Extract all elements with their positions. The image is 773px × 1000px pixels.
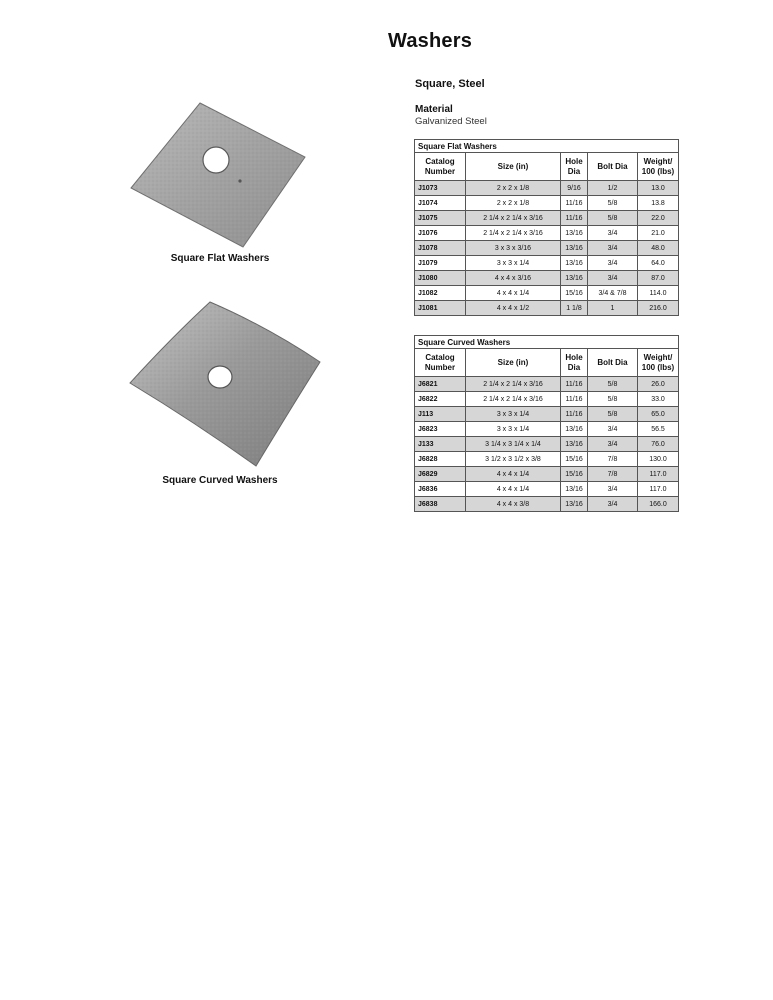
catalog-number-header: Catalog Number (415, 153, 466, 181)
table-row: J1080 4 x 4 x 3/16 13/16 3/4 87.0 (415, 271, 679, 286)
table-row: J1073 2 x 2 x 1/8 9/16 1/2 13.0 (415, 181, 679, 196)
table-row: J133 3 1/4 x 3 1/4 x 1/4 13/16 3/4 76.0 (415, 437, 679, 452)
table-row: J6829 4 x 4 x 1/4 15/16 7/8 117.0 (415, 467, 679, 482)
table-row: J6836 4 x 4 x 1/4 13/16 3/4 117.0 (415, 482, 679, 497)
table-row: J1081 4 x 4 x 1/2 1 1/8 1 216.0 (415, 301, 679, 316)
curved-washer-caption: Square Curved Washers (162, 475, 278, 486)
table-row: J6823 3 x 3 x 1/4 13/16 3/4 56.5 (415, 422, 679, 437)
hole-dia-header: Hole Dia (561, 153, 588, 181)
table-row: J1075 2 1/4 x 2 1/4 x 3/16 11/16 5/8 22.0 (415, 211, 679, 226)
hole-dia-header: Hole Dia (561, 349, 588, 377)
catalog-number-header: Catalog Number (415, 349, 466, 377)
flat-washer-caption: Square Flat Washers (170, 253, 270, 264)
table-row: J1079 3 x 3 x 1/4 13/16 3/4 64.0 (415, 256, 679, 271)
table-title: Square Flat Washers (415, 140, 679, 153)
table-row: J113 3 x 3 x 1/4 11/16 5/8 65.0 (415, 407, 679, 422)
page-title: Washers (388, 30, 473, 52)
table-row: J6821 2 1/4 x 2 1/4 x 3/16 11/16 5/8 26.0 (415, 377, 679, 392)
size-header: Size (in) (466, 153, 561, 181)
bolt-dia-header: Bolt Dia (588, 349, 638, 377)
material-value: Galvanized Steel (415, 116, 487, 127)
table-row: J1082 4 x 4 x 1/4 15/16 3/4 & 7/8 114.0 (415, 286, 679, 301)
table-row: J6838 4 x 4 x 3/8 13/16 3/4 166.0 (415, 497, 679, 512)
bolt-dia-header: Bolt Dia (588, 153, 638, 181)
curved-washers-table (414, 335, 679, 512)
table-row: J1074 2 x 2 x 1/8 11/16 5/8 13.8 (415, 196, 679, 211)
product-subtitle: Square, Steel (415, 78, 485, 90)
table-row: J6822 2 1/4 x 2 1/4 x 3/16 11/16 5/8 33.0 (415, 392, 679, 407)
table-row: J1076 2 1/4 x 2 1/4 x 3/16 13/16 3/4 21.0 (415, 226, 679, 241)
table-row: J1078 3 x 3 x 3/16 13/16 3/4 48.0 (415, 241, 679, 256)
size-header: Size (in) (466, 349, 561, 377)
table-title: Square Curved Washers (415, 336, 679, 349)
square-curved-washer-image (126, 298, 322, 470)
square-flat-washer-image (128, 100, 308, 250)
flat-washers-table (414, 139, 679, 316)
table-row: J6828 3 1/2 x 3 1/2 x 3/8 15/16 7/8 130.0 (415, 452, 679, 467)
material-label: Material (415, 104, 453, 115)
weight-header: Weight/ 100 (lbs) (638, 349, 679, 377)
weight-header: Weight/ 100 (lbs) (638, 153, 679, 181)
